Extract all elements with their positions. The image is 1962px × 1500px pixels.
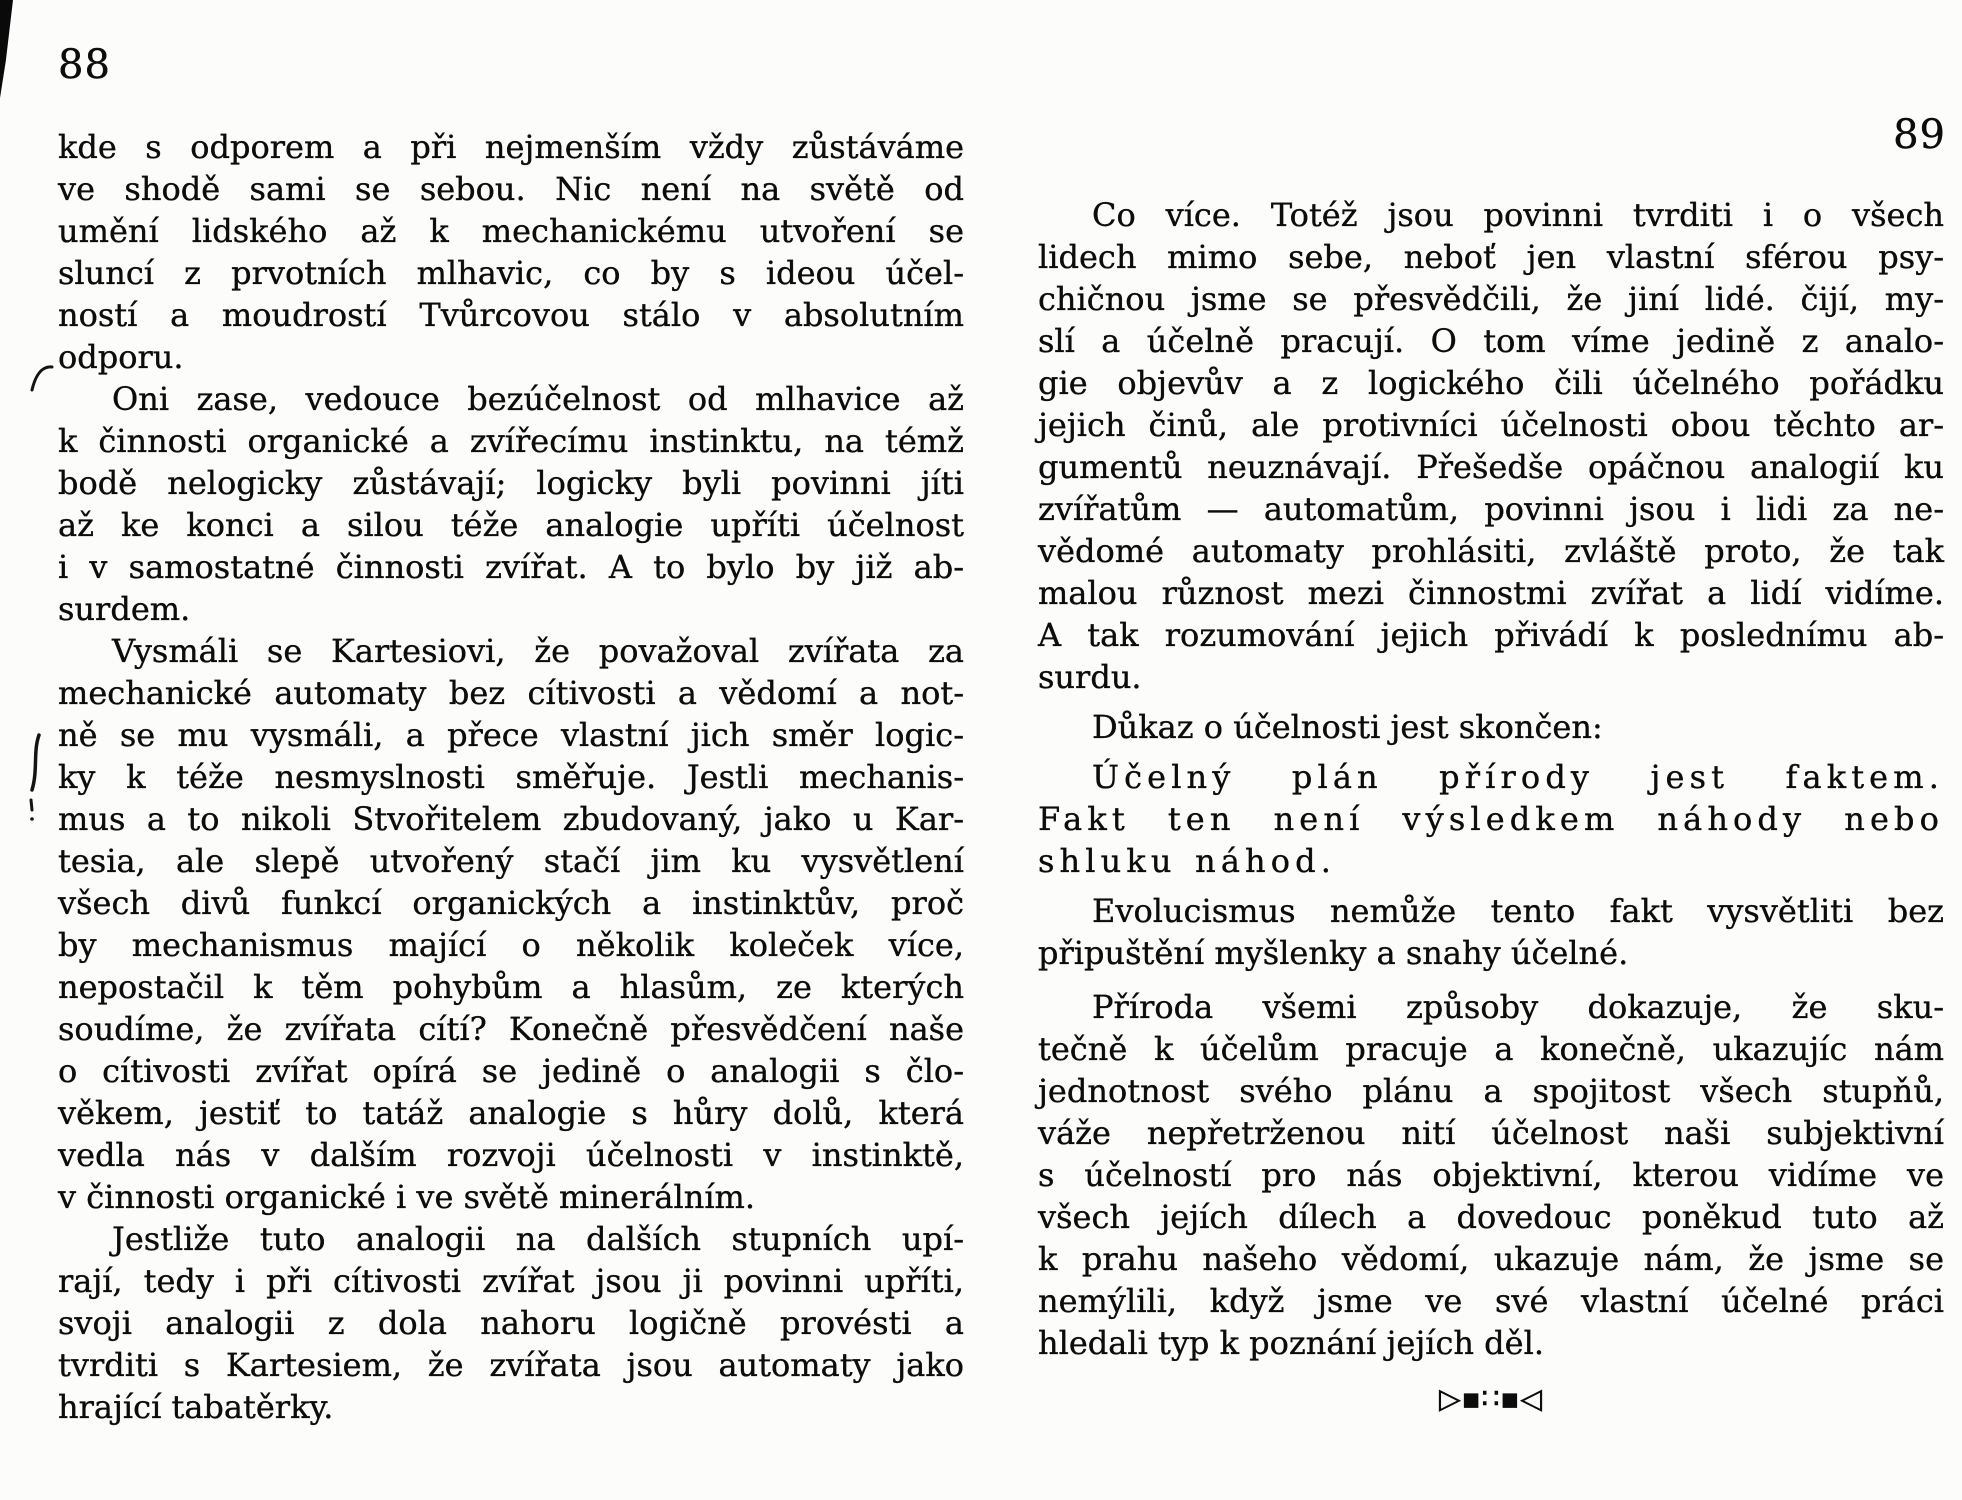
text-line: mechanické automaty bez cítivosti a vědomí a not- — [58, 674, 964, 712]
text-line: Fakt ten není výsledkem náhody nebo — [1038, 800, 1944, 838]
section-divider-ornament: ▷▪∷▪◁ — [1439, 1382, 1543, 1415]
text-line: Oni zase, vedouce bezúčelnost od mlhavice až — [112, 380, 964, 418]
handwritten-margin-mark-icon — [28, 360, 58, 396]
paragraph — [1038, 986, 1944, 1364]
text-line: i v samostatné činnosti zvířat. A to bylo by již ab- — [58, 548, 964, 586]
text-line: svoji analogii z dola nahoru logičně provésti a — [58, 1304, 964, 1342]
text-line: tesia, ale slepě utvořený stačí jim ku vysvětlení — [58, 842, 964, 880]
text-line: Evolucismus nemůže tento fakt vysvětliti bez — [1092, 892, 1944, 930]
handwritten-margin-mark-icon — [24, 732, 50, 824]
scan-artifact-corner — [0, 0, 13, 98]
paragraph — [58, 378, 964, 630]
text-line: surdu. — [1038, 658, 1142, 696]
text-line: až ke konci a silou téže analogie upříti účelnost — [58, 506, 964, 544]
text-line: sluncí z prvotních mlhavic, co by s ideou účel- — [58, 254, 964, 292]
text-line: soudíme, že zvířata cítí? Konečně přesvědčení naše — [58, 1010, 964, 1048]
paragraph-emphasized — [1038, 756, 1944, 882]
text-line: zvířatům — automatům, povinni jsou i lidi za ne- — [1038, 490, 1944, 528]
page-number-right: 89 — [1893, 112, 1946, 158]
text-line: jednotnost svého plánu a spojitost všech stupňů, — [1038, 1072, 1944, 1110]
text-line: slí a účelně pracují. O tom víme jedině z analo- — [1038, 322, 1944, 360]
text-line: váže nepřetrženou nití účelnost naši subjektivní — [1038, 1114, 1944, 1152]
text-line: umění lidského až k mechanickému utvoření se — [58, 212, 964, 250]
text-line: připuštění myšlenky a snahy účelné. — [1038, 934, 1629, 972]
paragraph — [58, 630, 964, 1218]
paragraph — [58, 1218, 964, 1428]
text-line: kde s odporem a při nejmenším vždy zůstáváme — [58, 128, 964, 166]
paragraph — [1038, 194, 1944, 698]
text-line: Vysmáli se Kartesiovi, že považoval zvířata za — [112, 632, 964, 670]
text-line: gie objevův a z logického čili účelného pořádku — [1038, 364, 1944, 402]
text-line: Co více. Totéž jsou povinni tvrditi i o všech — [1092, 196, 1944, 234]
text-line: Příroda všemi způsoby dokazuje, že sku- — [1092, 988, 1944, 1026]
text-line: k činnosti organické a zvířecímu instinktu, na témž — [58, 422, 964, 460]
text-line: vědomé automaty prohlásiti, zvláště proto, že tak — [1038, 532, 1944, 570]
text-line: jejich činů, ale protivníci účelnosti obou těchto ar- — [1038, 406, 1944, 444]
text-line: A tak rozumování jejich přivádí k poslednímu ab- — [1038, 616, 1944, 654]
text-line: nemýlili, když jsme ve své vlastní účelné práci — [1038, 1282, 1944, 1320]
text-line: rají, tedy i při cítivosti zvířat jsou ji povinni upříti, — [58, 1262, 964, 1300]
text-line: všech divů funkcí organických a instinktův, proč — [58, 884, 964, 922]
text-line: ve shodě sami se sebou. Nic není na světě od — [58, 170, 964, 208]
text-line: k prahu našeho vědomí, ukazuje nám, že jsme se — [1038, 1240, 1944, 1278]
text-line: lidech mimo sebe, neboť jen vlastní sférou psy- — [1038, 238, 1944, 276]
text-line: Účelný plán přírody jest faktem. — [1092, 758, 1944, 796]
left-page-text-column — [58, 126, 964, 1428]
text-line: s účelností pro nás objektivní, kterou vidíme ve — [1038, 1156, 1944, 1194]
paragraph — [1038, 890, 1944, 974]
paragraph — [58, 126, 964, 378]
text-line: ně se mu vysmáli, a přece vlastní jich směr logic- — [58, 716, 964, 754]
text-line: bodě nelogicky zůstávají; logicky byli povinni jíti — [58, 464, 964, 502]
text-line: hrající tabatěrky. — [58, 1388, 334, 1426]
page-number-left: 88 — [58, 42, 111, 88]
text-line: v činnosti organické i ve světě minerálním. — [58, 1178, 756, 1216]
text-line: odporu. — [58, 338, 184, 376]
text-line: malou různost mezi činnostmi zvířat a lidí vidíme. — [1038, 574, 1944, 612]
text-line: gumentů neuznávají. Přešedše opáčnou analogií ku — [1038, 448, 1944, 486]
text-line: tvrditi s Kartesiem, že zvířata jsou automaty jako — [58, 1346, 964, 1384]
text-line: ky k téže nesmyslnosti směřuje. Jestli mechanis- — [58, 758, 964, 796]
text-line: chičnou jsme se přesvědčili, že jiní lidé. čijí, my- — [1038, 280, 1944, 318]
text-line: Důkaz o účelnosti jest skončen: — [1092, 708, 1603, 746]
text-line: o cítivosti zvířat opírá se jedině o analogii s člo- — [58, 1052, 964, 1090]
text-line: hledali typ k poznání jejích děl. — [1038, 1324, 1544, 1362]
text-line: tečně k účelům pracuje a konečně, ukazujíc nám — [1038, 1030, 1944, 1068]
text-line: nepostačil k těm pohybům a hlasům, ze kterých — [58, 968, 964, 1006]
text-line: by mechanismus mající o několik koleček více, — [58, 926, 964, 964]
text-line: mus a to nikoli Stvořitelem zbudovaný, jako u Kar- — [58, 800, 964, 838]
text-line: surdem. — [58, 590, 191, 628]
text-line: ností a moudrostí Tvůrcovou stálo v absolutním — [58, 296, 964, 334]
text-line: věkem, jestiť to tatáž analogie s hůry dolů, která — [58, 1094, 964, 1132]
text-line: shluku náhod. — [1038, 842, 1337, 880]
right-page-text-column — [1038, 194, 1944, 1415]
text-line: vedla nás v dalším rozvoji účelnosti v instinktě, — [58, 1136, 964, 1174]
text-line: Jestliže tuto analogii na dalších stupních upí- — [112, 1220, 964, 1258]
paragraph — [1038, 706, 1944, 748]
text-line: všech jejích dílech a dovedouc poněkud tuto až — [1038, 1198, 1944, 1236]
